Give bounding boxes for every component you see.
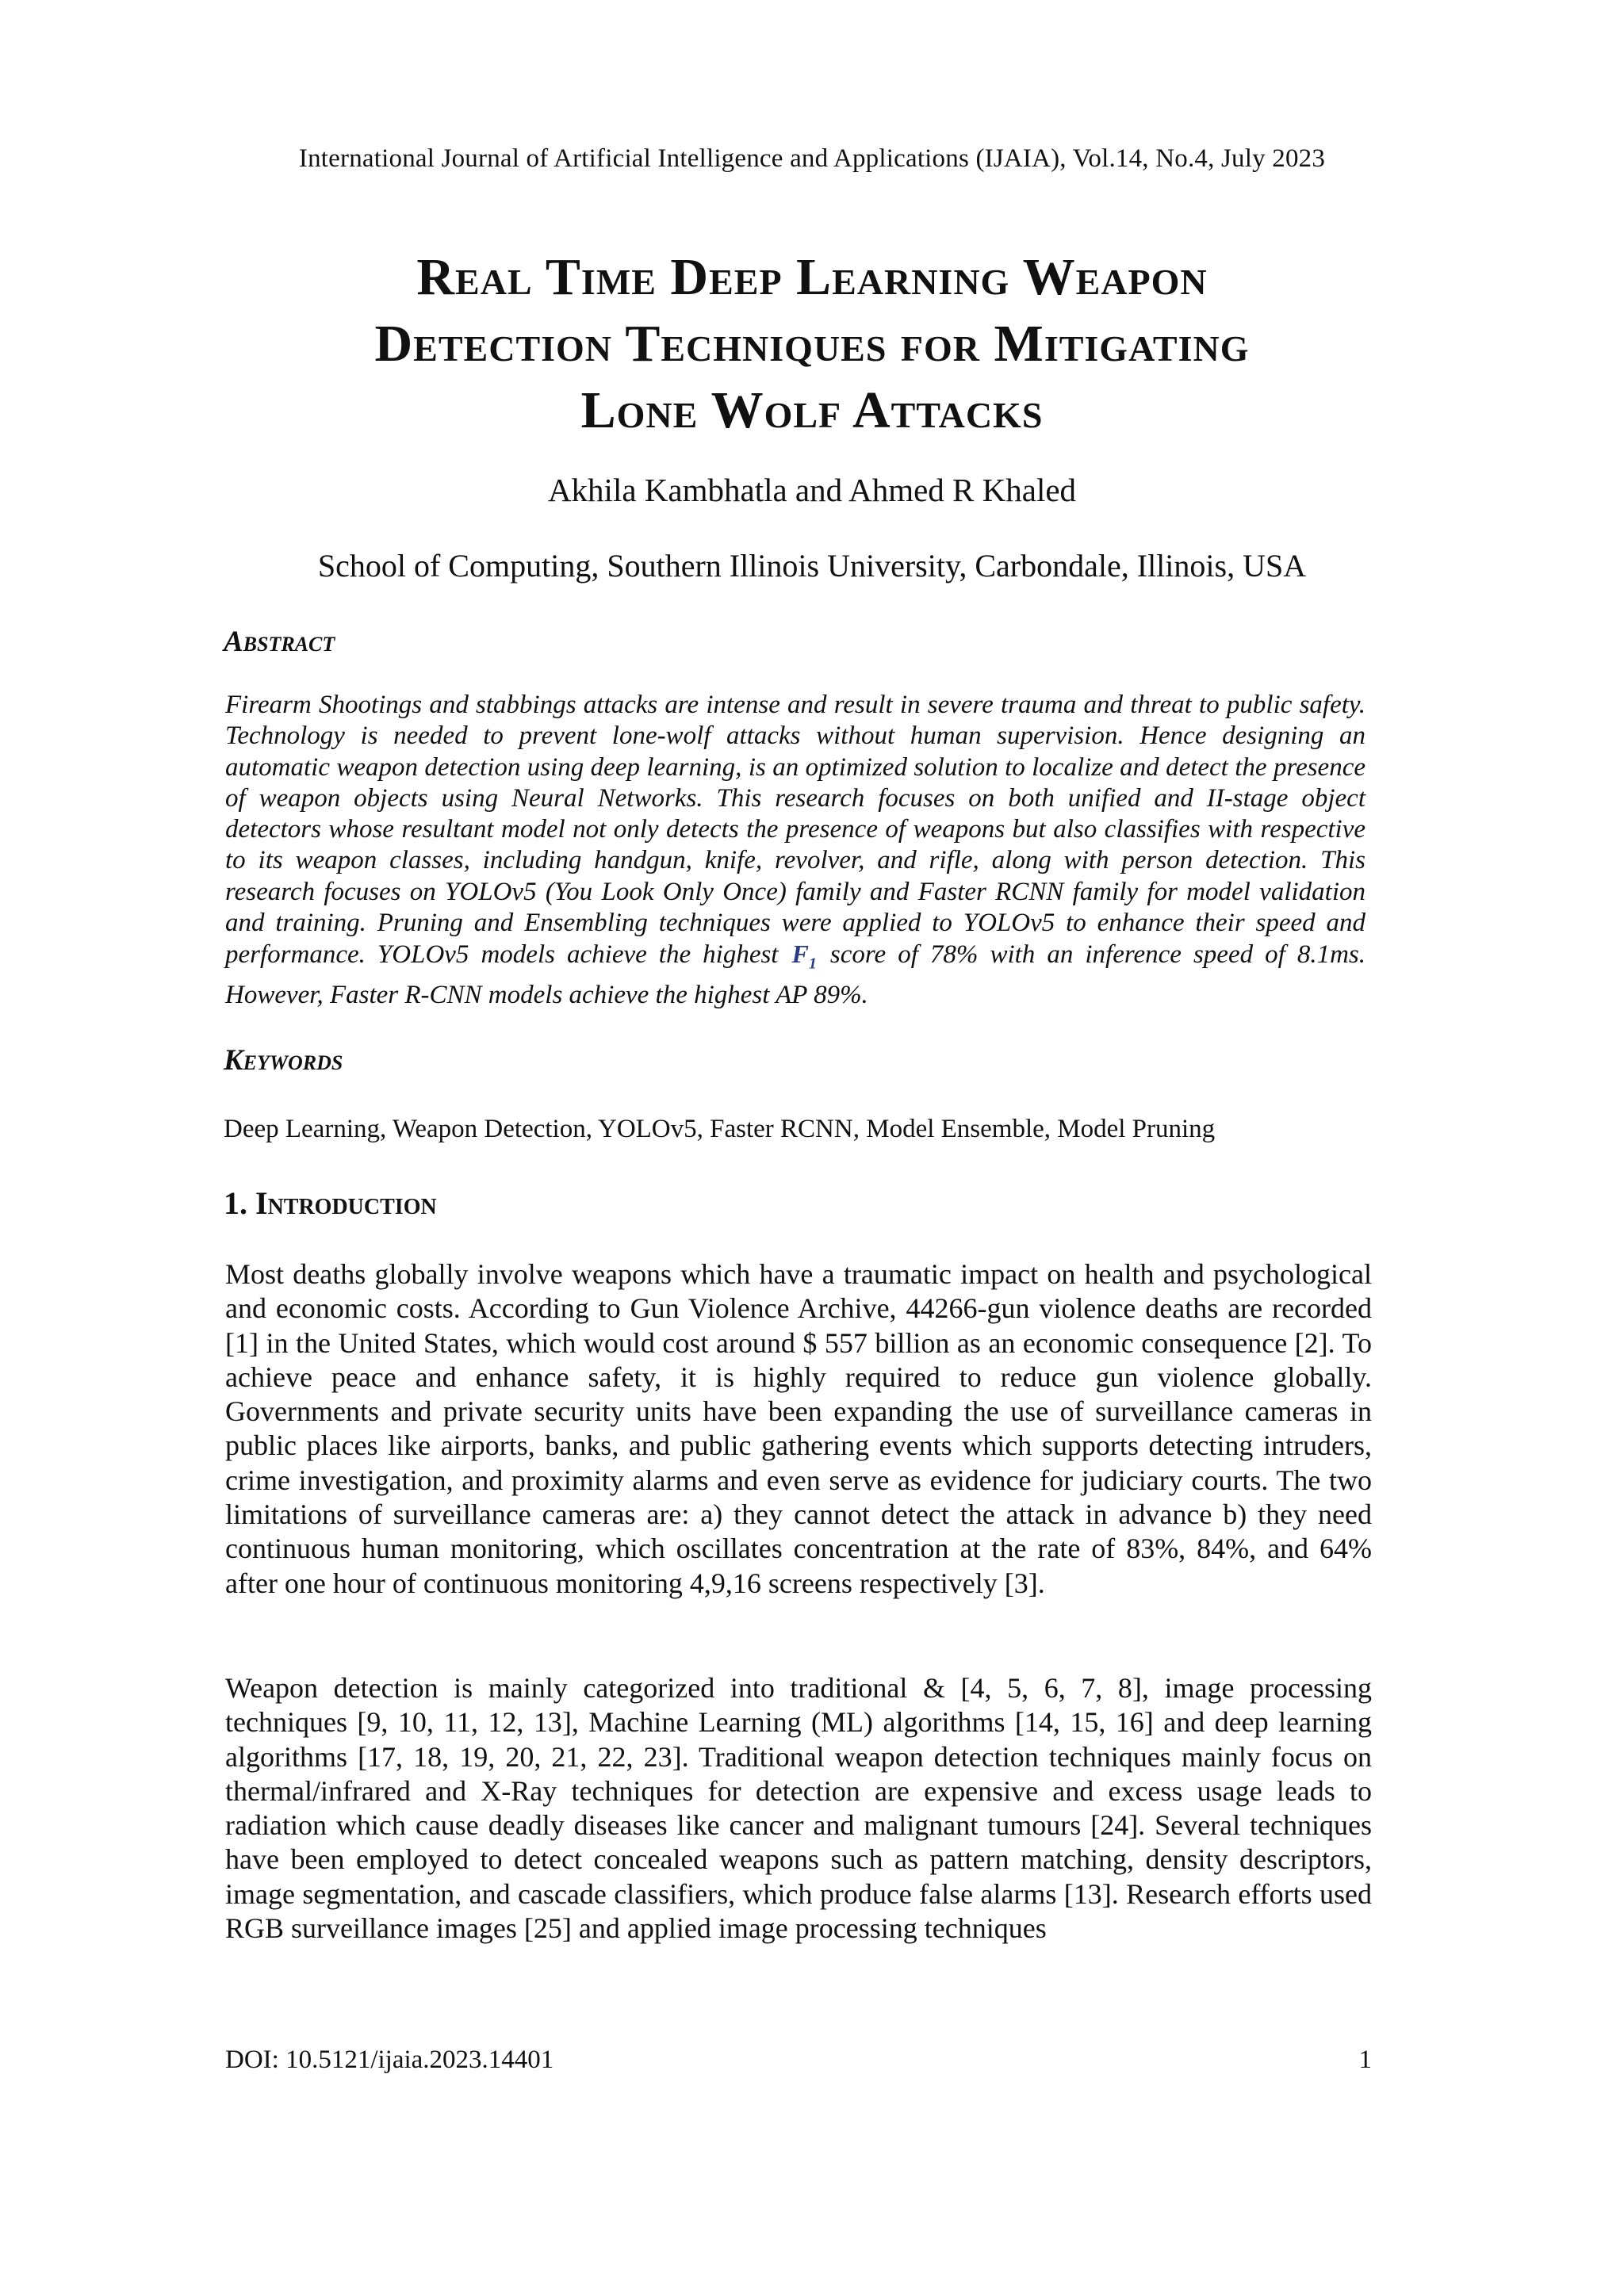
abstract-body <box>225 690 1365 1011</box>
title-line-1: Real Time Deep Learning Weapon <box>416 248 1208 306</box>
abstract-text-before-symbol: Firearm Shootings and stabbings attacks are intense and result in severe trauma and threat to public safety. Technology is needed to prevent lone-wolf attacks without human supervision. Hence designing an automatic weapon detection using deep learning, is an optimized solution to localize and detect the presence of weapon objects using Neural Networks. This research focuses on both unified and II-stage object detectors whose resultant model not only detects the presence of weapons but also classifies with respective to its weapon classes, including handgun, knife, revolver, and rifle, along with person detection. This research focuses on YOLOv5 (You Look Only Once) family and Faster RCNN family for model validation and training. Pruning and Ensembling techniques were applied to YOLOv5 to enhance their speed and performance. YOLOv5 models achieve the highest <box>225 691 1365 970</box>
authors: Akhila Kambhatla and Ahmed R Khaled <box>547 472 1077 508</box>
abstract-heading: Abstract <box>224 626 335 658</box>
running-header: International Journal of Artificial Intelligence and Applications (IJAIA), Vol.14, No.4, July 2023 <box>298 144 1326 173</box>
page-number: 1 <box>1358 2045 1372 2074</box>
f1-score-symbol <box>791 939 818 980</box>
f1-symbol-subscript: 1 <box>808 955 817 973</box>
abstract-text-after-symbol: score of 78% with an inference speed of 8.1ms. However, Faster R-CNN models achieve the highest AP 89%. <box>225 940 1366 1010</box>
introduction-body-2 <box>225 1671 1372 1946</box>
affiliation: School of Computing, Southern Illinois University, Carbondale, Illinois, USA <box>317 548 1307 584</box>
introduction-heading: 1. Introduction <box>224 1185 437 1221</box>
paper-title <box>159 244 1465 444</box>
keywords-heading: Keywords <box>224 1044 343 1077</box>
f1-symbol-main: F <box>791 939 809 969</box>
title-line-2: Detection Techniques for Mitigating <box>374 315 1250 373</box>
introduction-body-1 <box>225 1257 1372 1601</box>
body-paragraph: Most deaths globally involve weapons which have a traumatic impact on health and psychological and economic costs. According to Gun Violence Archive, 44266-gun violence deaths are recorded [1] in the United States, which would cost around $ 557 billion as an economic consequence [2]. To achieve peace and enhance safety, it is highly required to reduce gun violence globally. Governments and private security units have been expanding the use of surveillance cameras in public places like airports, banks, and public gathering events which supports detecting intruders, crime investigation, and proximity alarms and even serve as evidence for judiciary courts. The two limitations of surveillance cameras are: a) they cannot detect the attack in advance b) they need continuous human monitoring, which oscillates concentration at the rate of 83%, 84%, and 64% after one hour of continuous monitoring 4,9,16 screens respectively [3]. <box>225 1258 1372 1599</box>
title-line-3: Lone Wolf Attacks <box>580 381 1044 439</box>
keywords-list: Deep Learning, Weapon Detection, YOLOv5, Faster RCNN, Model Ensemble, Model Pruning <box>224 1115 1216 1143</box>
abstract-paragraph <box>225 690 1365 1011</box>
body-paragraph: Weapon detection is mainly categorized into traditional & [4, 5, 6, 7, 8], image processing techniques [9, 10, 11, 12, 13], Machine Learning (ML) algorithms [14, 15, 16] and deep learning algorithms [17, 18, 19, 20, 21, 22, 23]. Traditional weapon detection techniques mainly focus on thermal/infrared and X-Ray techniques for detection are expensive and excess usage leads to radiation which cause deadly diseases like cancer and malignant tumours [24]. Several techniques have been employed to detect concealed weapons such as pattern matching, density descriptors, image segmentation, and cascade classifiers, which produce false alarms [13]. Research efforts used RGB surveillance images [25] and applied image processing techniques <box>225 1672 1372 1945</box>
footer-doi: DOI: 10.5121/ijaia.2023.14401 <box>225 2045 554 2074</box>
